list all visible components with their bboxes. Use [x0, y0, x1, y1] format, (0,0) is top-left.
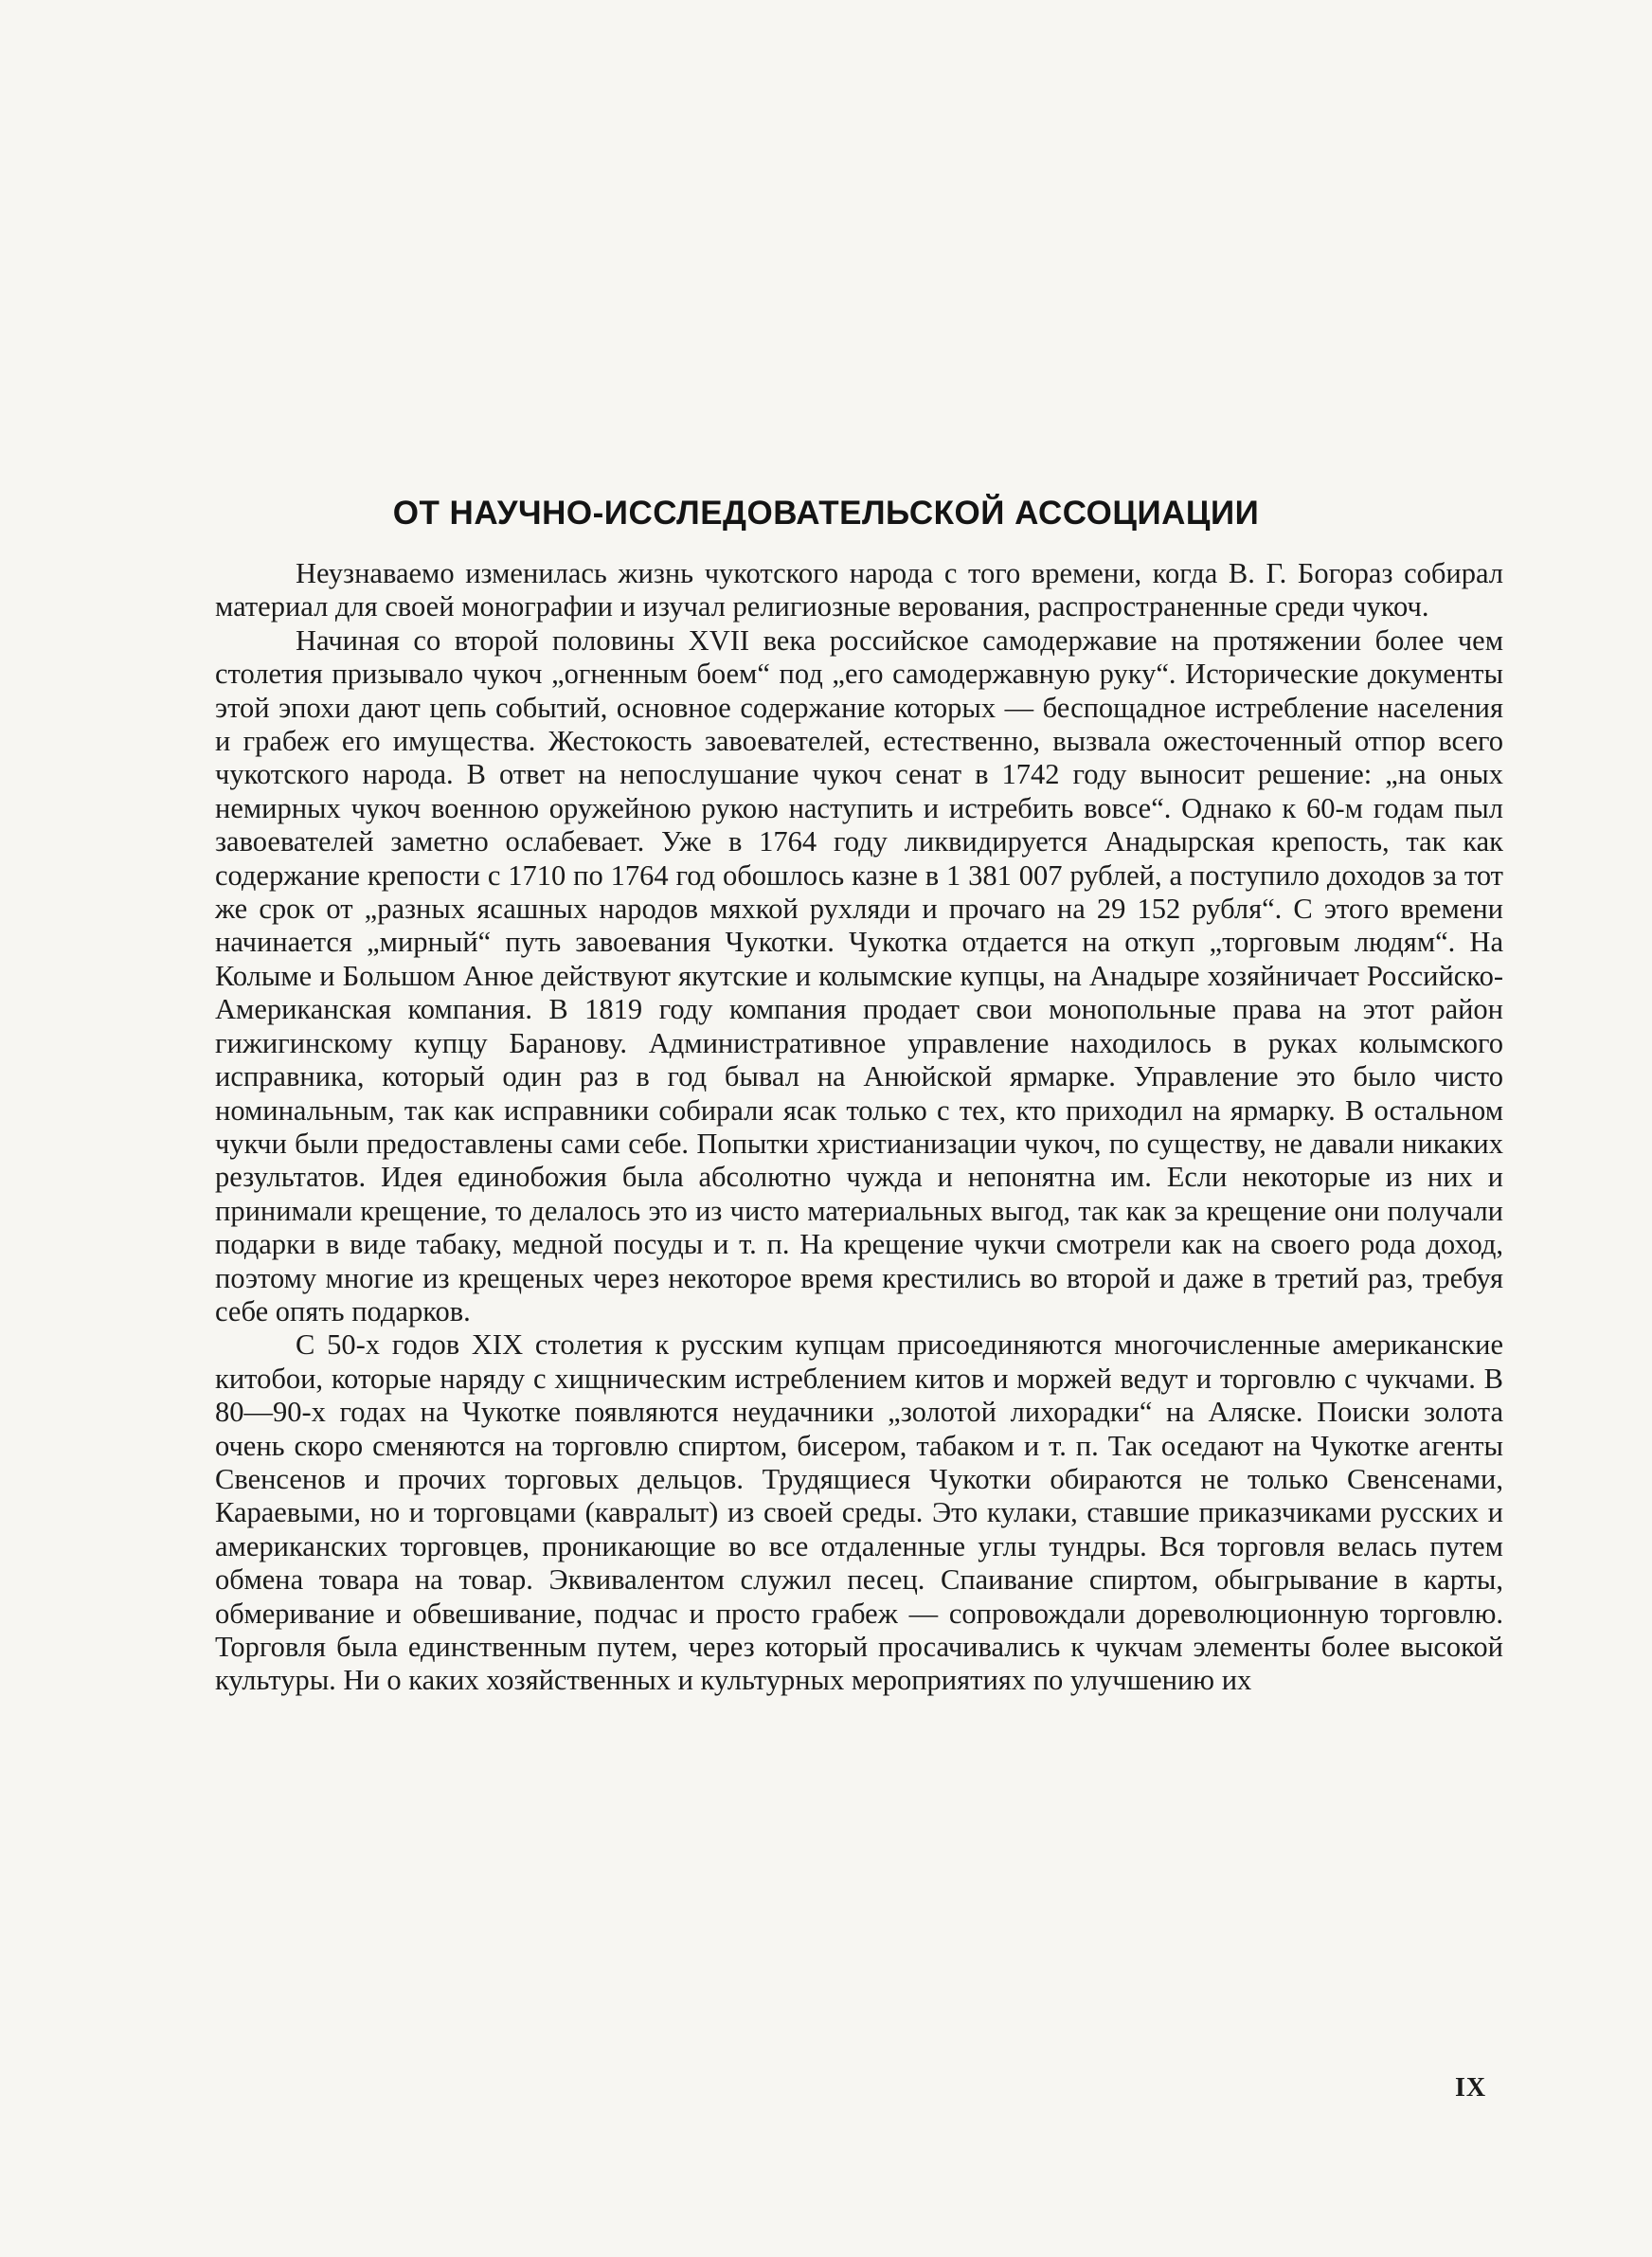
paragraph: Неузнаваемо изменилась жизнь чукотского народа с того времени, когда В. Г. Богораз собирал материал для своей монографии и изучал религиозные верования, распространенные среди чукоч.	[215, 557, 1503, 623]
section-title: ОТ НАУЧНО-ИССЛЕДОВАТЕЛЬСКОЙ АССОЦИАЦИИ	[392, 495, 1260, 532]
paragraph: С 50-х годов XIX столетия к русским купцам присоединяются многочисленные американские китобои, которые наряду с хищническим истреблением китов и моржей ведут и торговлю с чукчами. В 80—90-х годах на Чукотке появляются неудачники „золотой лихорадки“ на Аляске. Поиски золота очень скоро сменяются на торговлю спиртом, бисером, табаком и т. п. Так оседают на Чукотке агенты Свенсенов и прочих торговых дельцов. Трудящиеся Чукотки обираются не только Свенсенами, Караевыми, но и торговцами (кавралыт) из своей среды. Это кулаки, ставшие приказчиками русских и американских торговцев, проникающие во все отдаленные углы тундры. Вся торговля велась путем обмена товара на товар. Эквивалентом служил песец. Спаивание спиртом, обыгрывание в карты, обмеривание и обвешивание, подчас и просто грабеж — сопровождали дореволюционную торговлю. Торговля была единственным путем, через который просачивались к чукчам элементы более высокой культуры. Ни о каких хозяйственных и культурных мероприятиях по улучшению их	[215, 1328, 1503, 1697]
page-number: IX	[1455, 2073, 1487, 2103]
body-text	[215, 557, 1503, 1698]
paragraph: Начиная со второй половины XVII века российское самодержавие на протяжении более чем столетия призывало чукоч „огненным боем“ под „его самодержавную руку“. Исторические документы этой эпохи дают цепь событий, основное содержание которых — беспощадное истребление населения и грабеж его имущества. Жестокость завоевателей, естественно, вызвала ожесточенный отпор всего чукотского народа. В ответ на непослушание чукоч сенат в 1742 году выносит решение: „на оных немирных чукоч военною оружейною рукою наступить и истребить вовсе“. Однако к 60-м годам пыл завоевателей заметно ослабевает. Уже в 1764 году ликвидируется Анадырская крепость, так как содержание крепости с 1710 по 1764 год обошлось казне в 1 381 007 рублей, а поступило доходов за тот же срок от „разных ясашных народов мяхкой рухляди и прочаго на 29 152 рубля“. С этого времени начинается „мирный“ путь завоевания Чукотки. Чукотка отдается на откуп „торговым людям“. На Колыме и Большом Анюе действуют якутские и колымские купцы, на Анадыре хозяйничает Российско-Американская компания. В 1819 году компания продает свои монопольные права на этот район гижигинскому купцу Баранову. Административное управление находилось в руках колымского исправника, который один раз в год бывал на Анюйской ярмарке. Управление это было чисто номинальным, так как исправники собирали ясак только с тех, кто приходил на ярмарку. В остальном чукчи были предоставлены сами себе. Попытки христианизации чукоч, по существу, не давали никаких результатов. Идея единобожия была абсолютно чужда и непонятна им. Если некоторые из них и принимали крещение, то делалось это из чисто материальных выгод, так как за крещение они получали подарки в виде табаку, медной посуды и т. п. На крещение чукчи смотрели как на своего рода доход, поэтому многие из крещеных через некоторое время крестились во второй и даже в третий раз, требуя себе опять подарков.	[215, 623, 1503, 1327]
